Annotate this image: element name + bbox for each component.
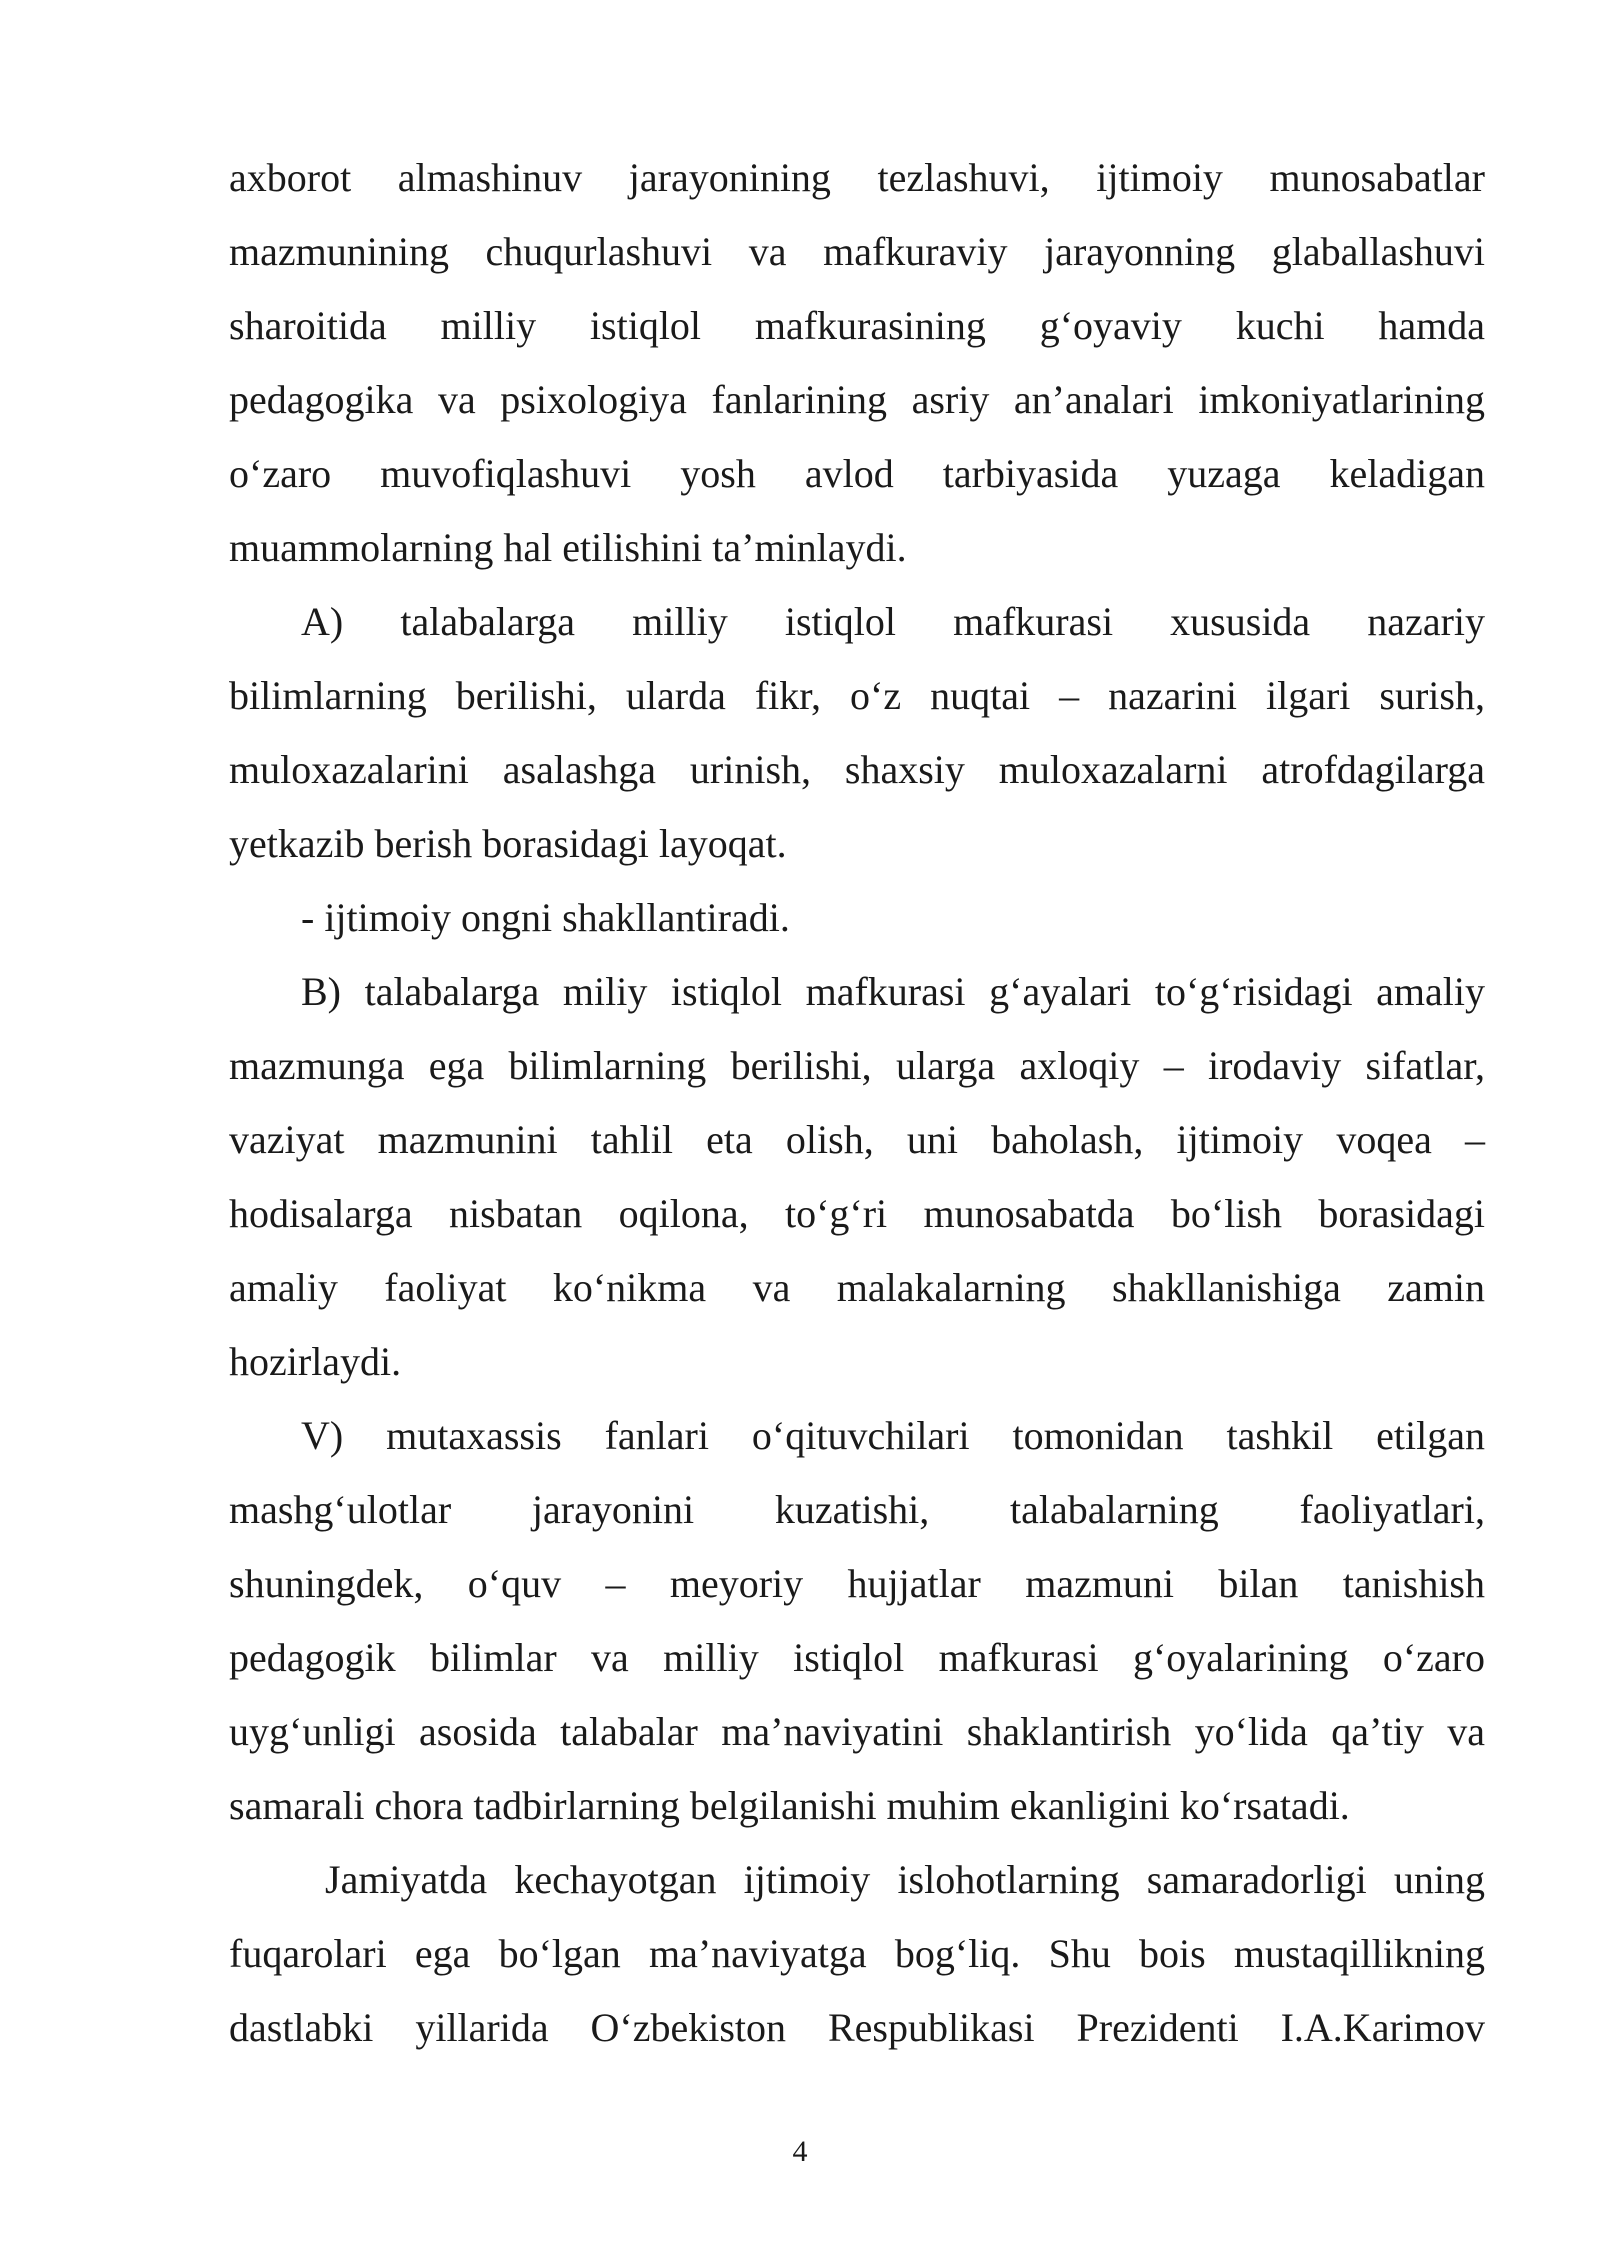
text-line: hozirlaydi. <box>229 1339 402 1384</box>
text-line: pedagogik bilimlar va milliy istiqlol mafkurasi g‘oyalarining o‘zaro <box>229 1635 1485 1680</box>
text-line: mashg‘ulotlar jarayonini kuzatishi, talabalarning faoliyatlari, <box>229 1487 1485 1532</box>
paragraph-a-start: A) talabalarga milliy istiqlol mafkurasi xususida nazariy <box>301 599 1485 644</box>
text-line: fuqarolari ega bo‘lgan ma’naviyatga bog‘liq. Shu bois mustaqillikning <box>229 1931 1485 1976</box>
text-line: vaziyat mazmunini tahlil eta olish, uni baholash, ijtimoiy voqea – <box>229 1117 1485 1162</box>
page-number: 4 <box>792 2135 808 2168</box>
text-line: bilimlarning berilishi, ularda fikr, o‘z nuqtai – nazarini ilgari surish, <box>229 673 1485 718</box>
text-line: yetkazib berish borasidagi layoqat. <box>229 821 787 866</box>
paragraph-v-start: V) mutaxassis fanlari o‘qituvchilari tomonidan tashkil etilgan <box>301 1413 1485 1458</box>
text-line: uyg‘unligi asosida talabalar ma’naviyatini shaklantirish yo‘lida qa’tiy va <box>229 1709 1485 1754</box>
text-line: axborot almashinuv jarayonining tezlashuvi, ijtimoiy munosabatlar <box>229 155 1485 200</box>
paragraph-jamiyat-start: Jamiyatda kechayotgan ijtimoiy islohotlarning samaradorligi uning <box>325 1857 1485 1902</box>
text-line: muammolarning hal etilishini ta’minlaydi. <box>229 525 907 570</box>
text-line: dastlabki yillarida O‘zbekiston Respublikasi Prezidenti I.A.Karimov <box>229 2005 1485 2050</box>
paragraph-b-start: B) talabalarga miliy istiqlol mafkurasi g‘ayalari to‘g‘risidagi amaliy <box>301 969 1485 1014</box>
text-line: shuningdek, o‘quv – meyoriy hujjatlar mazmuni bilan tanishish <box>229 1561 1485 1606</box>
text-line: sharoitida milliy istiqlol mafkurasining g‘oyaviy kuchi hamda <box>229 303 1485 348</box>
text-line: samarali chora tadbirlarning belgilanishi muhim ekanligini ko‘rsatadi. <box>229 1783 1350 1828</box>
text-line: hodisalarga nisbatan oqilona, to‘g‘ri munosabatda bo‘lish borasidagi <box>229 1191 1485 1236</box>
list-dash-line: - ijtimoiy ongni shakllantiradi. <box>301 895 790 940</box>
text-line: mazmunining chuqurlashuvi va mafkuraviy jarayonning glaballashuvi <box>229 229 1485 274</box>
body-text <box>229 148 1485 2072</box>
text-line: mazmunga ega bilimlarning berilishi, ularga axloqiy – irodaviy sifatlar, <box>229 1043 1485 1088</box>
text-line: amaliy faoliyat ko‘nikma va malakalarning shakllanishiga zamin <box>229 1265 1485 1310</box>
text-line: o‘zaro muvofiqlashuvi yosh avlod tarbiyasida yuzaga keladigan <box>229 451 1485 496</box>
text-line: pedagogika va psixologiya fanlarining asriy an’analari imkoniyatlarining <box>229 377 1485 422</box>
text-line: muloxazalarini asalashga urinish, shaxsiy muloxazalarni atrofdagilarga <box>229 747 1485 792</box>
